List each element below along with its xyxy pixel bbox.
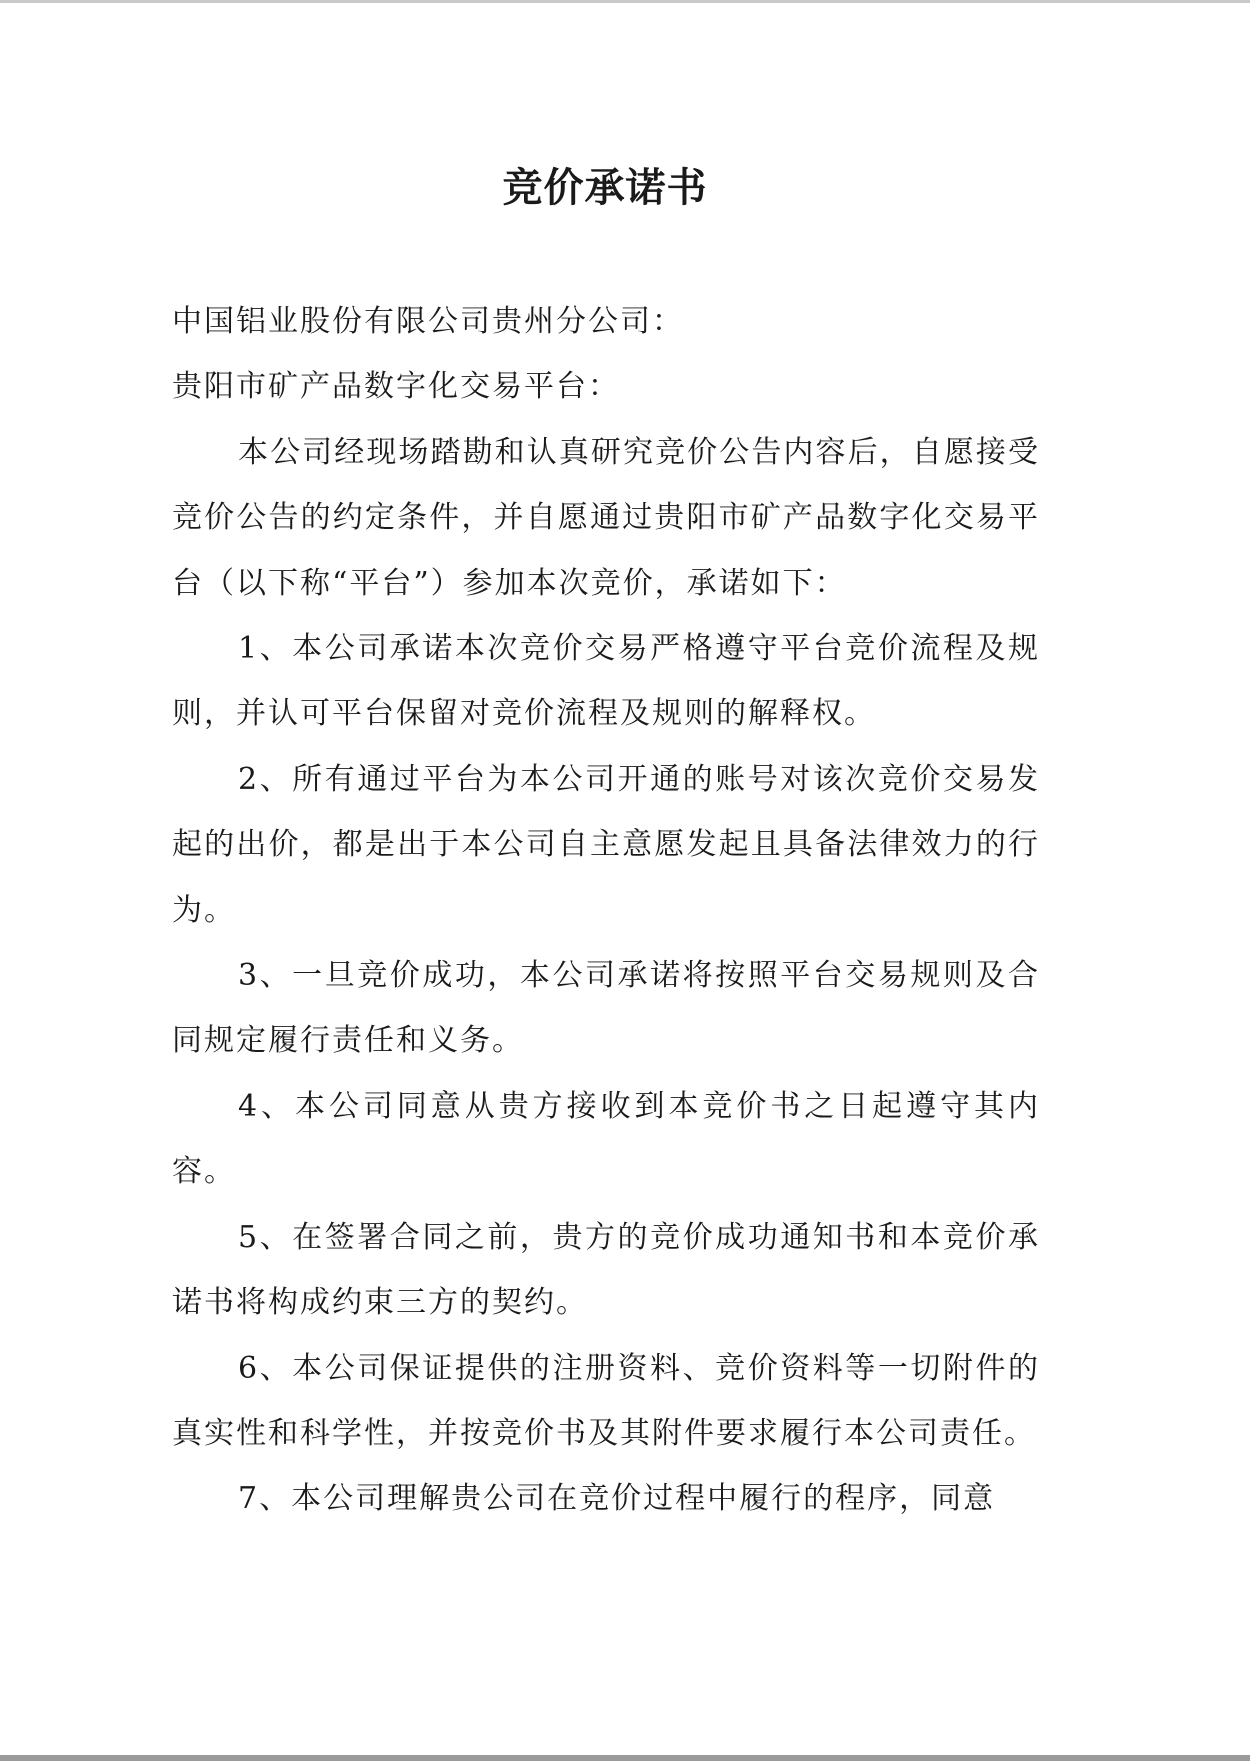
clause-paragraph: 6、本公司保证提供的注册资料、竞价资料等一切附件的真实性和科学性，并按竞价书及其附件要求履行本公司责任。 <box>172 1350 1040 1451</box>
clause-paragraph: 4、本公司同意从贵方接收到本竞价书之日起遵守其内容。 <box>172 1088 1040 1190</box>
clause-paragraph: 1、本公司承诺本次竞价交易严格遵守平台竞价流程及规则，并认可平台保留对竞价流程及规则的解释权。 <box>172 631 1040 732</box>
scan-edge-top <box>0 0 1250 3</box>
intro-paragraph: 本公司经现场踏勘和认真研究竞价公告内容后，自愿接受竞价公告的约定条件，并自愿通过贵阳市矿产品数字化交易平台（以下称“平台”）参加本次竞价，承诺如下： <box>172 434 1040 601</box>
clause-paragraph: 5、在签署合同之前，贵方的竞价成功通知书和本竞价承诺书将构成约束三方的契约。 <box>172 1219 1040 1321</box>
document-body <box>172 289 1040 1532</box>
recipient-line: 贵阳市矿产品数字化交易平台： <box>172 369 620 405</box>
clause-paragraph: 7、本公司理解贵公司在竞价过程中履行的程序，同意 <box>238 1481 996 1517</box>
document-title: 竞价承诺书 <box>502 164 708 211</box>
clause-paragraph: 3、一旦竞价成功，本公司承诺将按照平台交易规则及合同规定履行责任和义务。 <box>172 958 1040 1059</box>
clause-paragraph: 2、所有通过平台为本公司开通的账号对该次竞价交易发起的出价，都是出于本公司自主意愿发起且具备法律效力的行为。 <box>172 761 1040 928</box>
scan-edge-bottom <box>0 1755 1250 1761</box>
recipient-line: 中国铝业股份有限公司贵州分公司： <box>172 304 684 339</box>
